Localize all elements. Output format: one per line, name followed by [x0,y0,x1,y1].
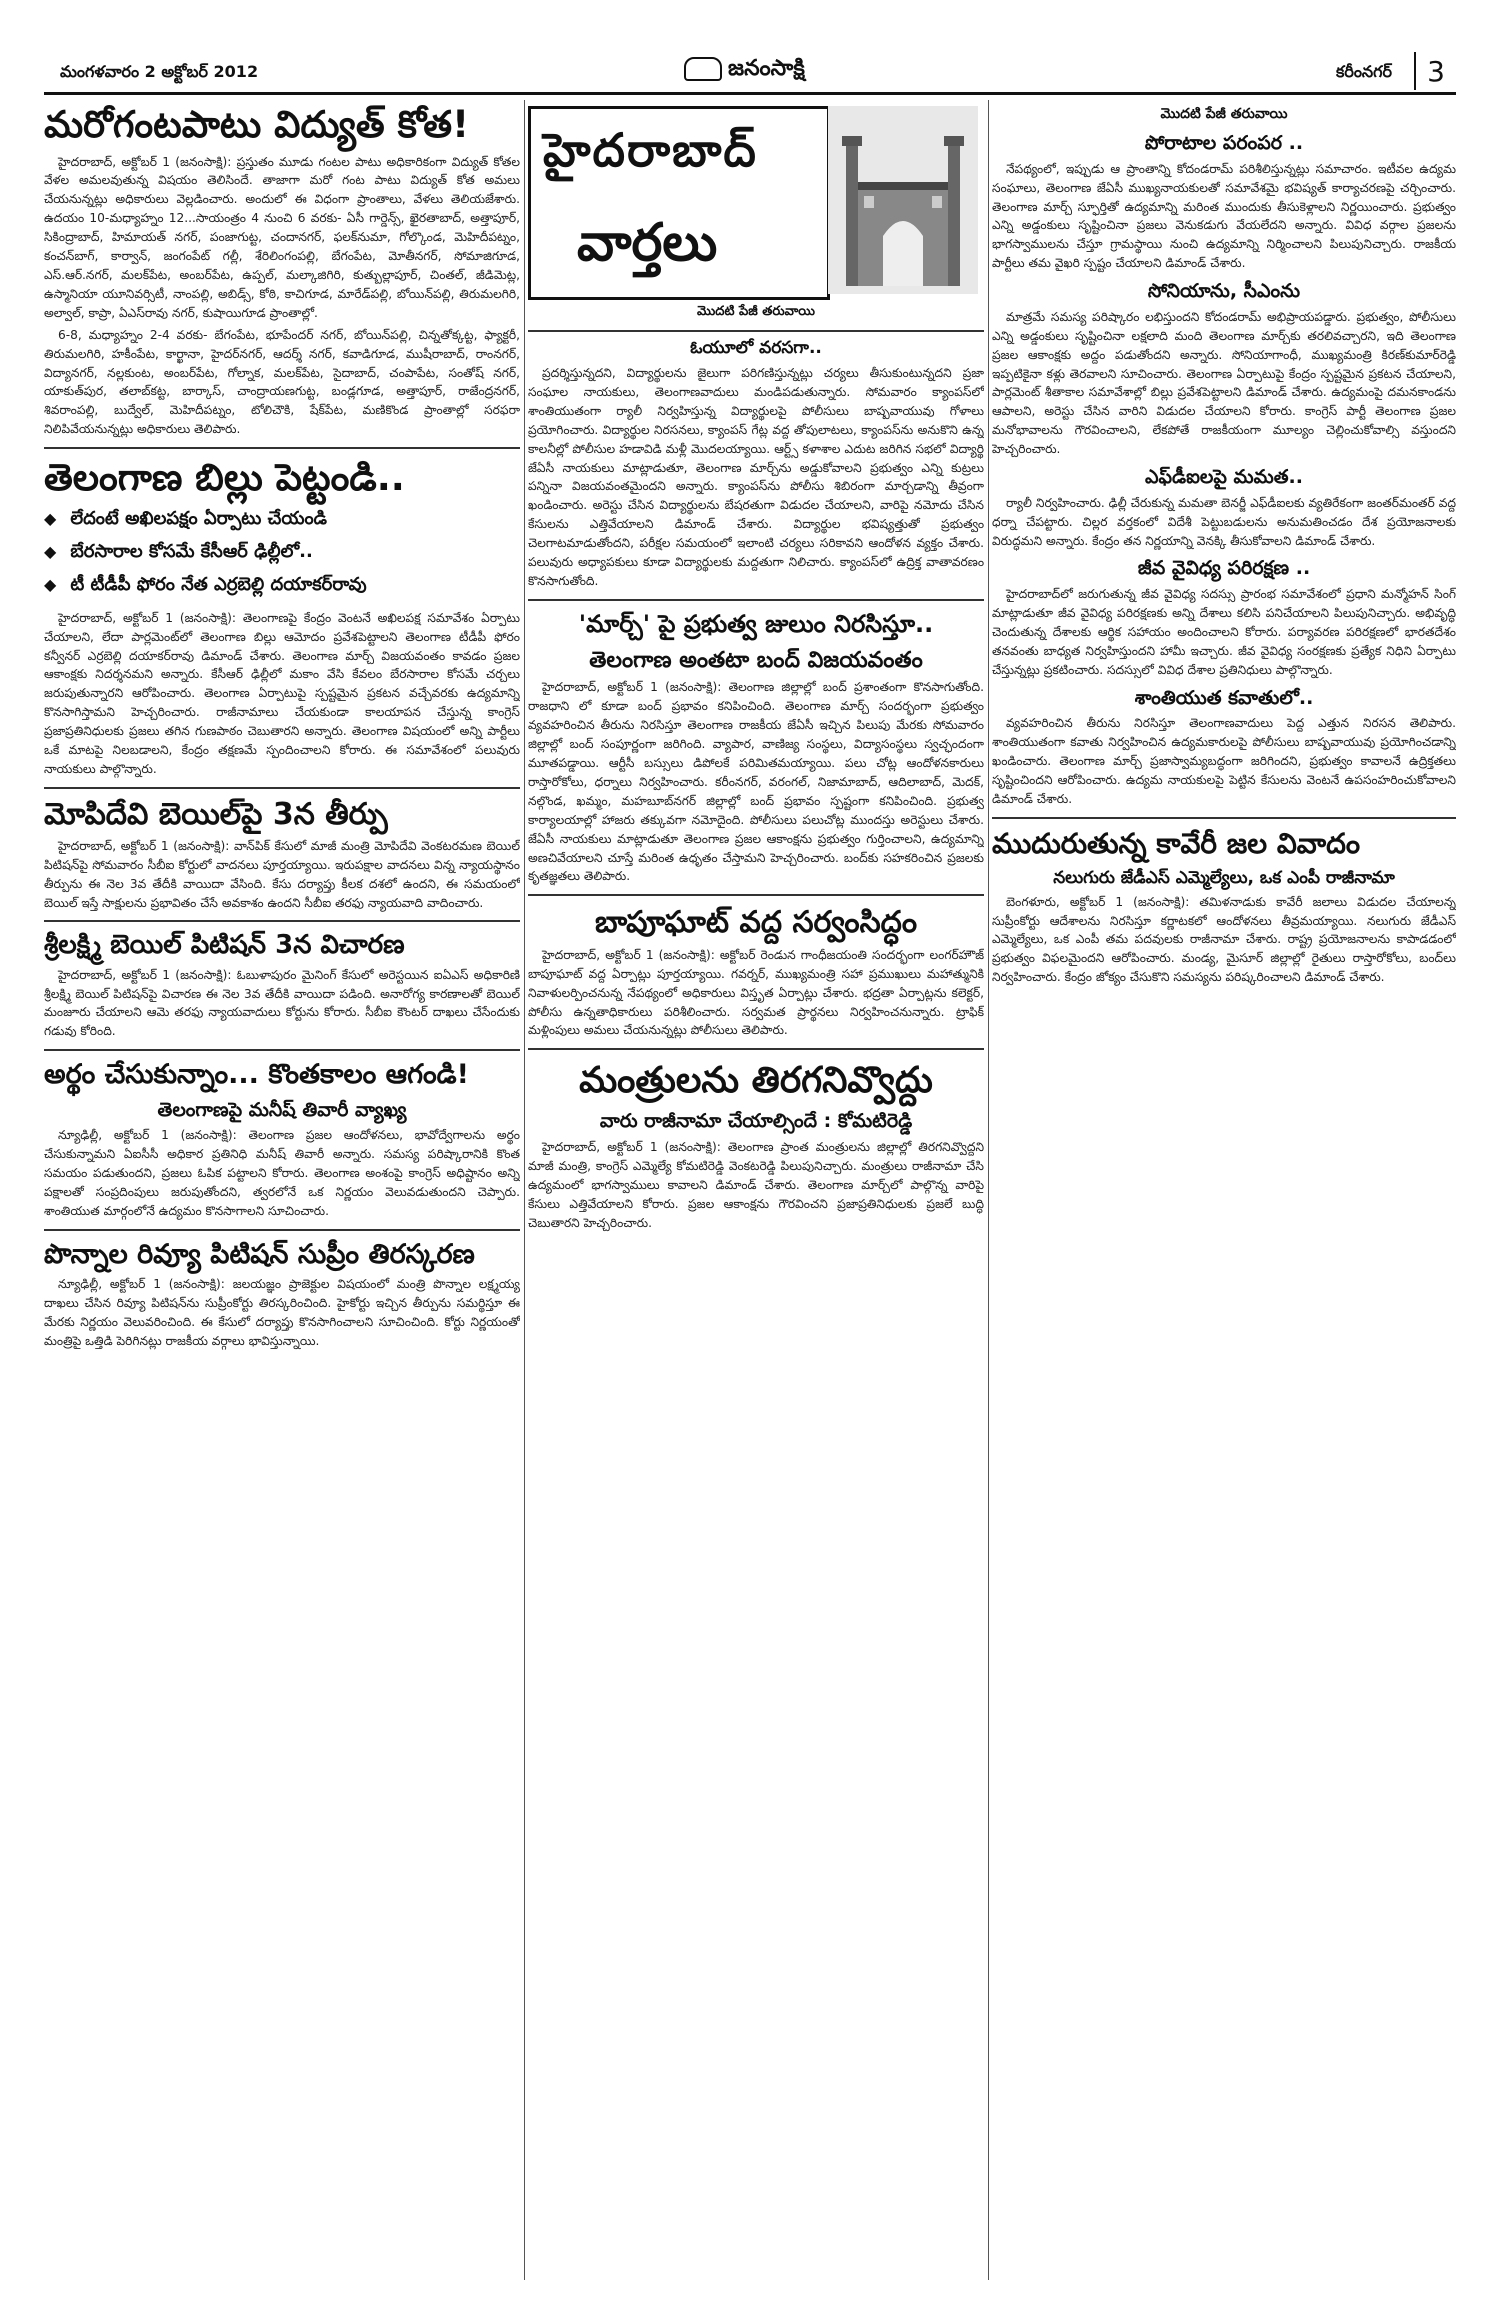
column-right [992,100,1456,2280]
article-paragraph: హైదరాబాద్, అక్టోబర్ 1 (జనంసాక్షి): ఓబుళాపురం మైనింగ్ కేసులో అరెస్టయిన ఐఏఎస్ అధికారిణి శ్రీలక్ష్మి బెయిల్ పిటిషన్‌పై విచారణ ఈ నెల 3వ తేదీకి వాయిదా పడింది. అనారోగ్య కారణాలతో బెయిల్ మంజూరు చేయాలని ఆమె తరఫు న్యాయవాదులు కోర్టును కోరారు. సీబీఐ కౌంటర్ దాఖలు చేసేందుకు గడువు కోరింది. [44,967,520,1039]
bullet-item: ◆ బేరసారాల కోసమే కేసీఆర్ ఢిల్లీలో.. [44,541,520,566]
headline-ministers: మంత్రులను తిరగనివ్వొద్దు [579,1060,933,1102]
logo-icon [684,57,722,81]
hyderabad-news-masthead [528,100,984,332]
article-ministers [528,1138,984,1233]
column-divider [524,100,525,2280]
article-mopidevi-bail [44,837,520,913]
masthead-box [528,106,830,300]
headline-power-cuts: మరోగంటపాటు విద్యుత్ కోత! [44,103,469,146]
bullet-item: ◆ లేదంటే అఖిలపక్షం ఏర్పాటు చేయండి [44,508,520,533]
divider [992,817,1456,819]
article-paragraph: నేపథ్యంలో, ఇప్పుడు ఆ ప్రాంతాన్ని కోదండరామ్ పరిశీలిస్తున్నట్లు సమాచారం. ఇటీవల ఉద్యమ సంఘాలు, తెలంగాణ జేఏసీ ముఖ్యనాయకులతో సమావేశమై భవిష్యత్ కార్యాచరణపై చర్చించారు. తెలంగాణ మార్చ్‌ స్ఫూర్తితో ఉద్యమాన్ని మరింత ముందుకు తీసుకెళ్లాలని నిర్ణయించారు. ప్రభుత్వం ఎన్ని అడ్డంకులు సృష్టించినా ప్రజలు వెనుకడుగు వేయలేదని అన్నారు. వివిధ వర్గాల ప్రజలను భాగస్వాములను చేస్తూ గ్రామస్థాయి నుంచి ఉద్యమాన్ని నిర్మించాలని పిలుపునిచ్చారు. రాజకీయ పార్టీలు తమ వైఖరి స్పష్టం చేయాలని డిమాండ్ చేశారు. [992,161,1456,271]
page-number: 3 [1414,52,1456,90]
article-paragraph: హైదరాబాద్, అక్టోబర్ 1 (జనంసాక్షి): తెలంగాణ ప్రాంత మంత్రులను జిల్లాల్లో తిరగనివ్వొద్దని మాజీ మంత్రి, కాంగ్రెస్ ఎమ్మెల్యే కోమటిరెడ్డి వెంకటరెడ్డి పిలుపునిచ్చారు. మంత్రులు రాజీనామా చేసి ఉద్యమంలో భాగస్వాములు కావాలని డిమాండ్ చేశారు. తెలంగాణ మార్చ్‌లో పాల్గొన్న వారిపై కేసులు ఎత్తివేయాలని కోరారు. ప్రజల ఆకాంక్షను గౌరవించని ప్రజాప్రతినిధులకు ప్రజలే బుద్ధి చెబుతారని హెచ్చరించారు. [528,1140,984,1230]
article-manish-tewari [44,1126,520,1221]
headline-march-protest: 'మార్చ్' పై ప్రభుత్వ జులుం నిరసిస్తూ.. [578,609,934,638]
article-telangana-bill [44,609,520,779]
divider [44,1229,520,1231]
bullet-item: ◆ టీ టీడీపీ ఫోరం నేత ఎర్రబెల్లి దయాకర్‌రావు [44,574,520,599]
subheadline-komatireddy: వారు రాజీనామా చేయాల్సిందే : కోమటిరెడ్డి [599,1110,913,1133]
continued-label: మొదటి పేజీ తరువాయి [1160,106,1288,122]
article-paragraph: మాత్రమే సమస్య పరిష్కారం లభిస్తుందని కోదండరామ్ అభిప్రాయపడ్డారు. ప్రభుత్వం, పోలీసులు ఎన్ని అడ్డంకులు సృష్టించినా లక్షలాది మంది తెలంగాణ మార్చ్‌కు తరలివచ్చారని, ఇది తెలంగాణ ప్రజల ఆకాంక్షకు అద్దం పడుతోందని అన్నారు. సోనియాగాంధీ, ముఖ్యమంత్రి కిరణ్‌కుమార్‌రెడ్డి ఇప్పటికైనా కళ్లు తెరవాలని సూచించారు. తెలంగాణ ఏర్పాటుపై కేంద్రం స్పష్టమైన ప్రకటన చేయాలని, పార్లమెంట్ శీతాకాల సమావేశాల్లో బిల్లు ప్రవేశపెట్టాలని డిమాండ్ చేశారు. ఉద్యమంపై దమనకాండను ఆపాలని, అరెస్టు చేసిన వారిని విడుదల చేయాలని కోరారు. కాంగ్రెస్ పార్టీ తెలంగాణ ప్రజల మనోభావాలను గౌరవించాలని, లేకపోతే రాజకీయంగా మూల్యం చెల్లించుకోవాల్సి వస్తుందని హెచ్చరించారు. [992,309,1456,457]
divider [528,1048,984,1050]
headline-srilakshmi-bail: శ్రీలక్ష్మి బెయిల్ పిటిషన్ 3న విచారణ [44,930,405,961]
subheadline-manish-tewari: తెలంగాణపై మనీష్ తివారీ వ్యాఖ్య [157,1098,407,1121]
article-paragraph: న్యూఢిల్లీ, అక్టోబర్ 1 (జనంసాక్షి): తెలంగాణ ప్రజల ఆందోళనలు, భావోద్వేగాలను అర్థం చేసుకున్నామని ఏఐసీసీ అధికార ప్రతినిధి మనీష్ తివారీ అన్నారు. సమస్య పరిష్కారానికి కొంత సమయం పడుతుందని, ప్రజలు ఓపిక పట్టాలని కోరారు. తెలంగాణ అంశంపై కాంగ్రెస్ అధిష్టానం అన్ని పక్షాలతో సంప్రదింపులు జరుపుతోందని, త్వరలోనే ఒక నిర్ణయం వెలువడుతుందని చెప్పారు. శాంతియుత మార్గంలోనే ఉద్యమం కొనసాగాలని సూచించారు. [44,1128,520,1218]
article-srilakshmi-bail [44,966,520,1042]
article-biodiversity [992,585,1456,680]
article-paragraph: హైదరాబాద్, అక్టోబర్ 1 (జనంసాక్షి): ప్రస్తుతం మూడు గంటల పాటు అధికారికంగా విద్యుత్ కోతల వేళల అమలవుతున్న విషయం తెలిసిందే. తాజాగా మరో గంట పాటు విద్యుత్ కోత అమలు చేయనున్నట్లు అధికారులు వెల్లడించారు. అందులో ఈ విధంగా ప్రాంతాలు, వేళలు తెలియజేశారు. ఉదయం 10-మధ్యాహ్నం 12...సాయంత్రం 4 నుంచి 6 వరకు- ఏసీ గార్డెన్స్, ఖైరతాబాద్, అత్తాపూర్, సికింద్రాబాద్, హిమాయత్ నగర్, పంజాగుట్ట, చందానగర్, ఫలక్‌నుమా, గోల్కొండ, మెహిదీపట్నం, కంచన్‌బాగ్, కార్వాన్, జంగంపేట్ గల్లీ, శేరిలింగంపల్లి, బేగంపేట, మోతీనగర్, సోమాజిగూడ, ఎస్.ఆర్.నగర్, మలక్‌పేట, అంబర్‌పేట, ఉప్పల్, మల్కాజిగిరి, కుత్బుల్లాపూర్, చింతల్, జీడిమెట్ల, ఉస్మానియా యూనివర్సిటీ, నాంపల్లి, అబిడ్స్, కోఠి, కాచిగూడ, మారేడ్‌పల్లి, బోయిన్‌పల్లి, తిరుమలగిరి, అల్వాల్, కాప్రా, ఏఎస్‌రావు నగర్, కుషాయిగూడ ప్రాంతాల్లో. [44,154,520,320]
article-paragraph: హైదరాబాద్, అక్టోబర్ 1 (జనంసాక్షి): తెలంగాణపై కేంద్రం వెంటనే అఖిలపక్ష సమావేశం ఏర్పాటు చేయాలని, లేదా పార్లమెంట్‌లో తెలంగాణ బిల్లు ఆమోదం ప్రవేశపెట్టాలని తెలంగాణ టీడీపీ ఫోరం కన్వీనర్ ఎర్రబెల్లి దయాకర్‌రావు డిమాండ్ చేశారు. తెలంగాణ మార్చ్‌ విజయవంతం కావడం ప్రజల ఆకాంక్షకు నిదర్శనమని అన్నారు. కేసీఆర్ ఢిల్లీలో మకాం వేసి కేవలం బేరసారాల కోసమే చర్చలు జరుపుతున్నారని ఆరోపించారు. తెలంగాణ ఏర్పాటుపై స్పష్టమైన ప్రకటన వచ్చేవరకు ఉద్యమాన్ని కొనసాగిస్తామని హెచ్చరించారు. రాజీనామాలు చేయకుండా కాలయాపన చేస్తున్న కాంగ్రెస్ ప్రజాప్రతినిధులకు ప్రజలు తగిన గుణపాఠం చెబుతారని అన్నారు. తెలంగాణ విషయంలో అన్ని పార్టీలు ఒకే మాటపై నిలబడాలని, కేంద్రం తక్షణమే స్పందించాలని కోరారు. ఈ సమావేశంలో పలువురు నాయకులు పాల్గొన్నారు. [44,610,520,776]
headline-struggles: పోరాటాల పరంపర .. [1144,132,1304,154]
subheadline-cauvery: నలుగురు జేడీఎస్ ఎమ్మెల్యేలు, ఒక ఎంపీ రాజీనామా [1053,867,1395,888]
headline-telangana-bill: తెలంగాణ బిల్లు పెట్టండి.. [44,456,405,500]
headline-bapughat: బాపూఘాట్ వద్ద సర్వంసిద్ధం [594,905,918,941]
article-paragraph: హైదరాబాద్, అక్టోబర్ 1 (జనంసాక్షి): తెలంగాణ జిల్లాల్లో బంద్ ప్రశాంతంగా కొనసాగుతోంది. రాజధాని లో కూడా బంద్ ప్రభావం కనిపించింది. తెలంగాణ మార్చ్‌ సందర్భంగా ప్రభుత్వం వ్యవహరించిన తీరును నిరసిస్తూ తెలంగాణ రాజకీయ జేఏసీ ఇచ్చిన పిలుపు మేరకు సోమవారం జిల్లాల్లో బంద్ సంపూర్ణంగా జరిగింది. వ్యాపార, వాణిజ్య సంస్థలు, విద్యాసంస్థలు స్వచ్ఛందంగా మూతపడ్డాయి. ఆర్టీసీ బస్సులు డిపోలకే పరిమితమయ్యాయి. పలు చోట్ల ఆందోళనకారులు రాస్తారోకోలు, ధర్నాలు నిర్వహించారు. కరీంనగర్, వరంగల్, నిజామాబాద్, ఆదిలాబాద్, మెదక్, నల్గొండ, ఖమ్మం, మహబూబ్‌నగర్ జిల్లాల్లో బంద్ ప్రభావం స్పష్టంగా కనిపించింది. ప్రభుత్వ కార్యాలయాల్లో హాజరు తక్కువగా నమోదైంది. పోలీసులు పలుచోట్ల ముందస్తు అరెస్టులు చేశారు. జేఏసీ నాయకులు మాట్లాడుతూ తెలంగాణ ప్రజల ఆకాంక్షను ప్రభుత్వం గుర్తించాలని, ఉద్యమాన్ని అణచివేయాలని చూస్తే మరింత ఉధృతం చేస్తామని హెచ్చరించారు. బంద్‌కు సహకరించిన ప్రజలకు కృతజ్ఞతలు తెలిపారు. [528,680,984,884]
masthead-title-line1: హైదరాబాద్ [543,123,758,177]
divider [44,447,520,449]
divider [528,894,984,896]
article-paragraph: హైదరాబాద్, అక్టోబర్ 1 (జనంసాక్షి): వాన్‌పిక్ కేసులో మాజీ మంత్రి మోపిదేవి వెంకటరమణ బెయిల్ పిటిషన్‌పై సోమవారం సీబీఐ కోర్టులో వాదనలు పూర్తయ్యాయి. ఇరుపక్షాల వాదనలు విన్న న్యాయస్థానం తీర్పును ఈ నెల 3వ తేదీకి వాయిదా వేసింది. కేసు దర్యాప్తు కీలక దశలో ఉందని, ఈ సమయంలో బెయిల్ ఇస్తే సాక్షులను ప్రభావితం చేసే అవకాశం ఉందని సీబీఐ తరఫు న్యాయవాది వాదించారు. [44,838,520,910]
article-paragraph: వ్యవహరించిన తీరును నిరసిస్తూ తెలంగాణవాదులు పెద్ద ఎత్తున నిరసన తెలిపారు. శాంతియుతంగా కవాతు నిర్వహించిన ఉద్యమకారులపై పోలీసులు బాష్పవాయువు ప్రయోగించడాన్ని ఖండించారు. తెలంగాణ మార్చ్‌ ప్రజాస్వామ్యబద్ధంగా జరిగిందని, ప్రభుత్వం కావాలనే ఉద్రిక్తతలు సృష్టించిందని ఆరోపించారు. ఉద్యమ నాయకులపై పెట్టిన కేసులను వెంటనే ఉపసంహరించుకోవాలని డిమాండ్ చేశారు. [992,716,1456,806]
headline-ponnala-review: పొన్నాల రివ్యూ పిటిషన్ సుప్రీం తిరస్కరణ [44,1238,475,1270]
divider [44,787,520,789]
charminar-icon [828,106,978,294]
article-fdi-mamata [992,494,1456,551]
headline-wait-some-time: అర్థం చేసుకున్నాం... కొంతకాలం ఆగండి! [44,1059,469,1091]
headline-ou-campus: ఓయూలో వరసగా.. [690,338,822,358]
headline-fdi-mamata: ఎఫ్‌డీఐలపై మమత.. [1145,466,1303,489]
headline-biodiversity: జీవ వైవిధ్య పరిరక్షణ .. [1137,557,1311,580]
article-ponnala-review [44,1275,520,1351]
article-paragraph: ప్రదర్శిస్తున్నదని, విద్యార్థులను జైలుగా పరిగణిస్తున్నట్లు చర్యలు తీసుకుంటున్నదని ప్రజా సంఘాల నాయకులు, తెలంగాణవాదులు మండిపడుతున్నారు. సోమవారం క్యాంపస్‌లో శాంతియుతంగా ర్యాలీ నిర్వహిస్తున్న విద్యార్థులపై పోలీసులు బాష్పవాయువు గోళాలు ప్రయోగించారు. విద్యార్థుల నిరసనలు, క్యాంపస్ గేట్ల వద్ద తోపులాటలు, క్యాంపస్‌ను అనుకొని ఉన్న కాలనీల్లో పోలీసుల హడావిడి మళ్లీ మొదలయ్యాయి. ఆర్ట్స్ కళాశాల ఎదుట జరిగిన సభలో విద్యార్థి జేఏసీ నాయకులు మాట్లాడుతూ, తెలంగాణ మార్చ్‌ను అడ్డుకోవాలని ప్రభుత్వం ఎన్ని కుట్రలు పన్నినా విజయవంతమైందని అన్నారు. క్యాంపస్‌ను పోలీసు శిబిరంగా మార్చడాన్ని తీవ్రంగా ఖండించారు. అరెస్టు చేసిన విద్యార్థులను బేషరతుగా విడుదల చేయాలని, వారిపై నమోదు చేసిన కేసులను ఎత్తివేయాలని డిమాండ్ చేశారు. విద్యార్థుల భవిష్యత్తుతో ప్రభుత్వం చెలగాటమాడుతోందని, పరీక్షల సమయంలో ఇలాంటి చర్యలు సరికావని ఆందోళన వ్యక్తం చేశారు. పలువురు అధ్యాపకులు కూడా విద్యార్థులకు మద్దతుగా నిలిచారు. క్యాంపస్‌లో ఉద్రిక్త వాతావరణం కొనసాగుతోంది. [528,366,984,588]
article-paragraph: బెంగళూరు, అక్టోబర్ 1 (జనంసాక్షి): తమిళనాడుకు కావేరీ జలాలు విడుదల చేయాలన్న సుప్రీంకోర్టు ఆదేశాలను నిరసిస్తూ కర్ణాటకలో ఆందోళనలు తీవ్రమయ్యాయి. నలుగురు జేడీఎస్ ఎమ్మెల్యేలు, ఒక ఎంపీ తమ పదవులకు రాజీనామా చేశారు. రాష్ట్ర ప్రయోజనాలను కాపాడడంలో ప్రభుత్వం విఫలమైందని ఆరోపించారు. మండ్య, మైసూర్ జిల్లాల్లో రైతులు రాస్తారోకోలు, బంద్‌లు నిర్వహించారు. కేంద్రం జోక్యం చేసుకొని సమస్యను పరిష్కరించాలని డిమాండ్ చేశారు. [992,894,1456,985]
issue-date: మంగళవారం 2 అక్టోబర్ 2012 [60,62,259,81]
newspaper-name: జనంసాక్షి [728,56,805,81]
headline-cauvery: ముదురుతున్న కావేరీ జల వివాదం [992,826,1361,860]
article-paragraph: ర్యాలీ నిర్వహించారు. ఢిల్లీ చేరుకున్న మమతా బెనర్జీ ఎఫ్‌డీఐలకు వ్యతిరేకంగా జంతర్‌మంతర్ వద్ద ధర్నా చేపట్టారు. చిల్లర వర్తకంలో విదేశీ పెట్టుబడులను అనుమతించడం దేశ ప్రయోజనాలకు విరుద్ధమని అన్నారు. కేంద్రం తన నిర్ణయాన్ని వెనక్కి తీసుకోవాలని డిమాండ్ చేశారు. [992,495,1456,548]
headline-mopidevi-bail: మోపిదేవి బెయిల్‌పై 3న తీర్పు [44,796,388,832]
article-paragraph: హైదరాబాద్‌లో జరుగుతున్న జీవ వైవిధ్య సదస్సు ప్రారంభ సమావేశంలో ప్రధాని మన్మోహన్ సింగ్ మాట్లాడుతూ జీవ వైవిధ్య పరిరక్షణకు అన్ని దేశాలు కలిసి పనిచేయాలని పిలుపునిచ్చారు. అభివృద్ధి చెందుతున్న దేశాలకు ఆర్థిక సహాయం అందించాలని కోరారు. పర్యావరణ పరిరక్షణలో భారతదేశం తనవంతు బాధ్యత నిర్వహిస్తుందని హామీ ఇచ్చారు. జీవ వైవిధ్య సంరక్షణకు ప్రత్యేక నిధిని ఏర్పాటు చేస్తున్నట్లు ప్రకటించారు. సదస్సులో వివిధ దేశాల ప్రతినిధులు పాల్గొన్నారు. [992,587,1456,677]
masthead-title-line2: వార్తలు [577,213,718,273]
page-header [44,52,1456,95]
subheadline-bandh-success: తెలంగాణ అంతటా బంద్ విజయవంతం [589,647,923,673]
article-sonia-cm [992,308,1456,459]
column-divider [988,100,989,2280]
headline-peaceful-march: శాంతియుత కవాతులో.. [1134,686,1314,709]
edition-name: కరీంనగర్ [1335,62,1392,81]
continued-label: మొదటి పేజీ తరువాయి [697,304,815,319]
article-struggles [992,160,1456,273]
article-ou-campus [528,364,984,591]
divider [44,1049,520,1051]
divider [44,920,520,922]
article-paragraph: 6-8, మధ్యాహ్నం 2-4 వరకు- బేగంపేట, భూపేందర్ నగర్, బోయిన్‌పల్లి, చిన్నతోక్కట్ట, ఫ్యాక్టరీ, తిరుమలగిరి, హకీంపేట, కార్ఖానా, హైదర్‌నగర్, ఆదర్శ్ నగర్, కవాడిగూడ, ముషీరాబాద్, రాంనగర్, విద్యానగర్, నల్లకుంట, అంబర్‌పేట, గోల్నాక, మలక్‌పేట, సైదాబాద్, చంపాపేట, సంతోష్ నగర్, యాకుత్‌పుర, తలాబ్‌కట్ట, బార్కాస్, చాంద్రాయణగుట్ట, బండ్లగూడ, అత్తాపూర్, రాజేంద్రనగర్, శివరాంపల్లి, బుద్వేల్, మెహిదీపట్నం, టోలిచౌకి, షేక్‌పేట, మణికొండ ప్రాంతాల్లో సరఫరా నిలిపివేయనున్నట్లు అధికారులు తెలిపారు. [44,327,520,437]
divider [528,599,984,601]
article-cauvery [992,893,1456,988]
column-middle [528,100,984,2280]
article-peaceful-march [992,714,1456,809]
headline-sonia-cm: సోనియాను, సీఎంను [1147,280,1301,303]
article-bandh [528,678,984,886]
article-paragraph: హైదరాబాద్, అక్టోబర్ 1 (జనంసాక్షి): అక్టోబర్ రెండున గాంధీజయంతి సందర్భంగా లంగర్‌హౌజ్ బాపూఘాట్ వద్ద ఏర్పాట్లు పూర్తయ్యాయి. గవర్నర్, ముఖ్యమంత్రి సహా ప్రముఖులు మహాత్మునికి నివాళులర్పించనున్న నేపథ్యంలో అధికారులు విస్తృత ఏర్పాట్లు చేశారు. భద్రతా ఏర్పాట్లను కలెక్టర్, పోలీసు ఉన్నతాధికారులు పరిశీలించారు. సర్వమత ప్రార్థనలు నిర్వహించనున్నారు. ట్రాఫిక్ మళ్లింపులు అమలు చేయనున్నట్లు పోలీసులు తెలిపారు. [528,947,984,1038]
newspaper-logo [684,56,805,86]
headline-bullets [44,508,520,599]
article-bapughat [528,946,984,1041]
article-paragraph: న్యూఢిల్లీ, అక్టోబర్ 1 (జనంసాక్షి): జలయజ్ఞం ప్రాజెక్టుల విషయంలో మంత్రి పొన్నాల లక్ష్మయ్య దాఖలు చేసిన రివ్యూ పిటిషన్‌ను సుప్రీంకోర్టు తిరస్కరించింది. హైకోర్టు ఇచ్చిన తీర్పును సమర్థిస్తూ ఈ మేరకు నిర్ణయం వెలువరించింది. ఈ కేసులో దర్యాప్తు కొనసాగించాలని సూచించింది. కోర్టు నిర్ణయంతో మంత్రిపై ఒత్తిడి పెరిగినట్లు రాజకీయ వర్గాలు భావిస్తున్నాయి. [44,1277,520,1348]
column-left [44,100,520,2280]
article-power-cuts [44,153,520,440]
